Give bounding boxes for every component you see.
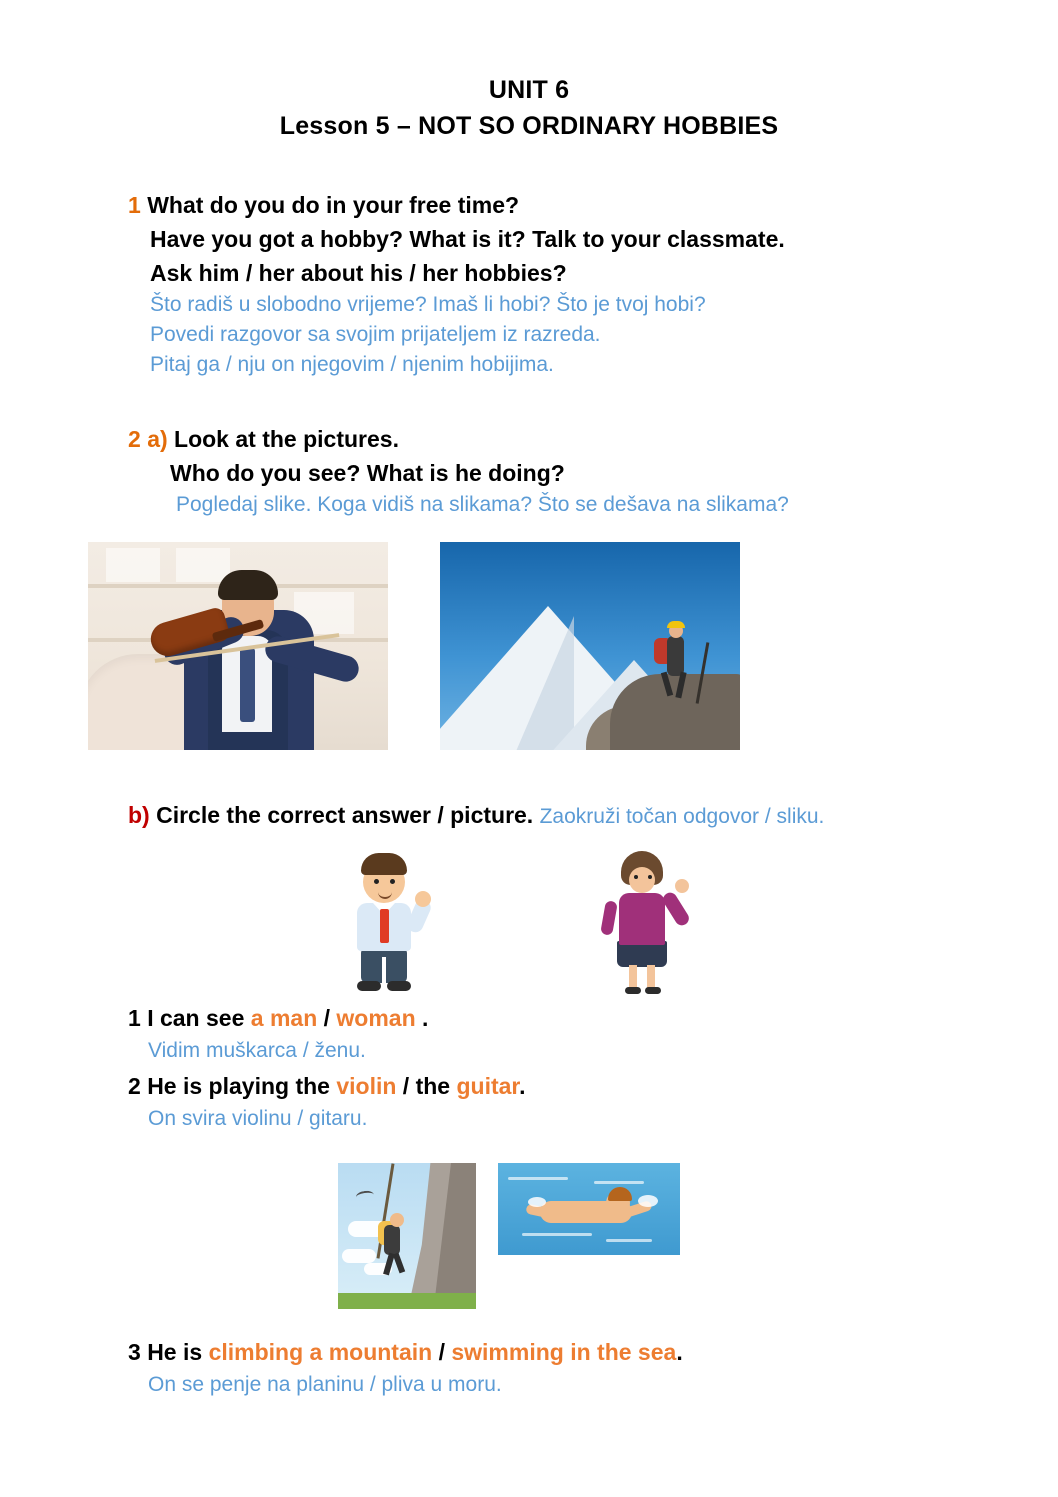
- exercise-1-text-1: What do you do in your free time?: [147, 192, 520, 218]
- question-1-translation: Vidim muškarca / ženu.: [148, 1039, 366, 1062]
- exercise-1-translation-2: Povedi razgovor sa svojim prijateljem iz razreda.: [150, 323, 601, 346]
- question-2-number: 2: [128, 1073, 141, 1099]
- question-2: [128, 1069, 1058, 1103]
- exercise-1-text-2: Have you got a hobby? What is it? Talk to your classmate.: [150, 226, 785, 252]
- exercise-2-line-1: [128, 422, 1058, 456]
- question-1-separator: /: [317, 1005, 337, 1031]
- exercise-2-text-1: Look at the pictures.: [174, 426, 399, 452]
- exercise-1-text-3: Ask him / her about his / her hobbies?: [150, 260, 567, 286]
- exercise-1: [0, 188, 1058, 380]
- question-1-option-b[interactable]: woman: [336, 1005, 416, 1031]
- exercise-b-letter: b): [128, 802, 150, 828]
- question-1-option-a[interactable]: a man: [250, 1005, 318, 1031]
- lesson-title: Lesson 5 – NOT SO ORDINARY HOBBIES: [279, 112, 779, 140]
- exercise-b-text: Circle the correct answer / picture.: [156, 802, 534, 828]
- exercise-2-translation: Pogledaj slike. Koga vidiš na slikama? Što se dešava na slikama?: [176, 493, 789, 516]
- question-1-number: 1: [128, 1005, 141, 1031]
- exercise-2-number: 2: [128, 426, 141, 452]
- question-2-prefix: He is playing the: [147, 1073, 337, 1099]
- climbing-picture: [338, 1163, 476, 1309]
- page-title: [0, 72, 1058, 144]
- exercise-b-question-3: [0, 1335, 1058, 1401]
- question-1-suffix: .: [415, 1005, 429, 1031]
- question-3: [128, 1335, 1058, 1369]
- exercise-2-images: [0, 542, 1058, 750]
- exercise-b: [0, 802, 1058, 829]
- question-1: [128, 1001, 1058, 1035]
- question-2-separator: / the: [396, 1073, 457, 1099]
- violin-photo: [88, 542, 388, 750]
- mountain-photo: [440, 542, 740, 750]
- question-3-prefix: He is: [147, 1339, 209, 1365]
- cartoon-woman-figure: [605, 849, 677, 994]
- exercise-b-translation: Zaokruži točan odgovor / sliku.: [539, 805, 825, 828]
- question-2-suffix: .: [519, 1073, 526, 1099]
- question-3-suffix: .: [676, 1339, 683, 1365]
- question-2-option-b[interactable]: guitar: [456, 1073, 520, 1099]
- question-3-option-a[interactable]: climbing a mountain: [208, 1339, 433, 1365]
- question-3-number: 3: [128, 1339, 141, 1365]
- question-2-option-a[interactable]: violin: [336, 1073, 397, 1099]
- exercise-b-figures: [0, 847, 1058, 997]
- exercise-2: [0, 422, 1058, 520]
- exercise-1-translation-1: Što radiš u slobodno vrijeme? Imaš li hobi? Što je tvoj hobi?: [150, 293, 706, 316]
- exercise-b-instruction: [128, 802, 1058, 829]
- exercise-2-text-2: Who do you see? What is he doing?: [170, 460, 565, 486]
- exercise-b-questions: [0, 1001, 1058, 1135]
- exercise-1-number: 1: [128, 192, 141, 218]
- exercise-1-translation-3: Pitaj ga / nju on njegovim / njenim hobijima.: [150, 353, 554, 376]
- question-3-option-b[interactable]: swimming in the sea: [451, 1339, 677, 1365]
- exercise-b-images: [0, 1163, 1058, 1309]
- unit-title: UNIT 6: [488, 76, 570, 104]
- swimming-picture: [498, 1163, 680, 1255]
- question-1-prefix: I can see: [147, 1005, 251, 1031]
- cartoon-man-figure: [345, 847, 423, 997]
- question-2-translation: On svira violinu / gitaru.: [148, 1107, 368, 1130]
- exercise-1-line-1: [128, 188, 1058, 222]
- question-3-separator: /: [432, 1339, 452, 1365]
- question-3-translation: On se penje na planinu / pliva u moru.: [148, 1373, 502, 1396]
- exercise-2-letter: a): [147, 426, 168, 452]
